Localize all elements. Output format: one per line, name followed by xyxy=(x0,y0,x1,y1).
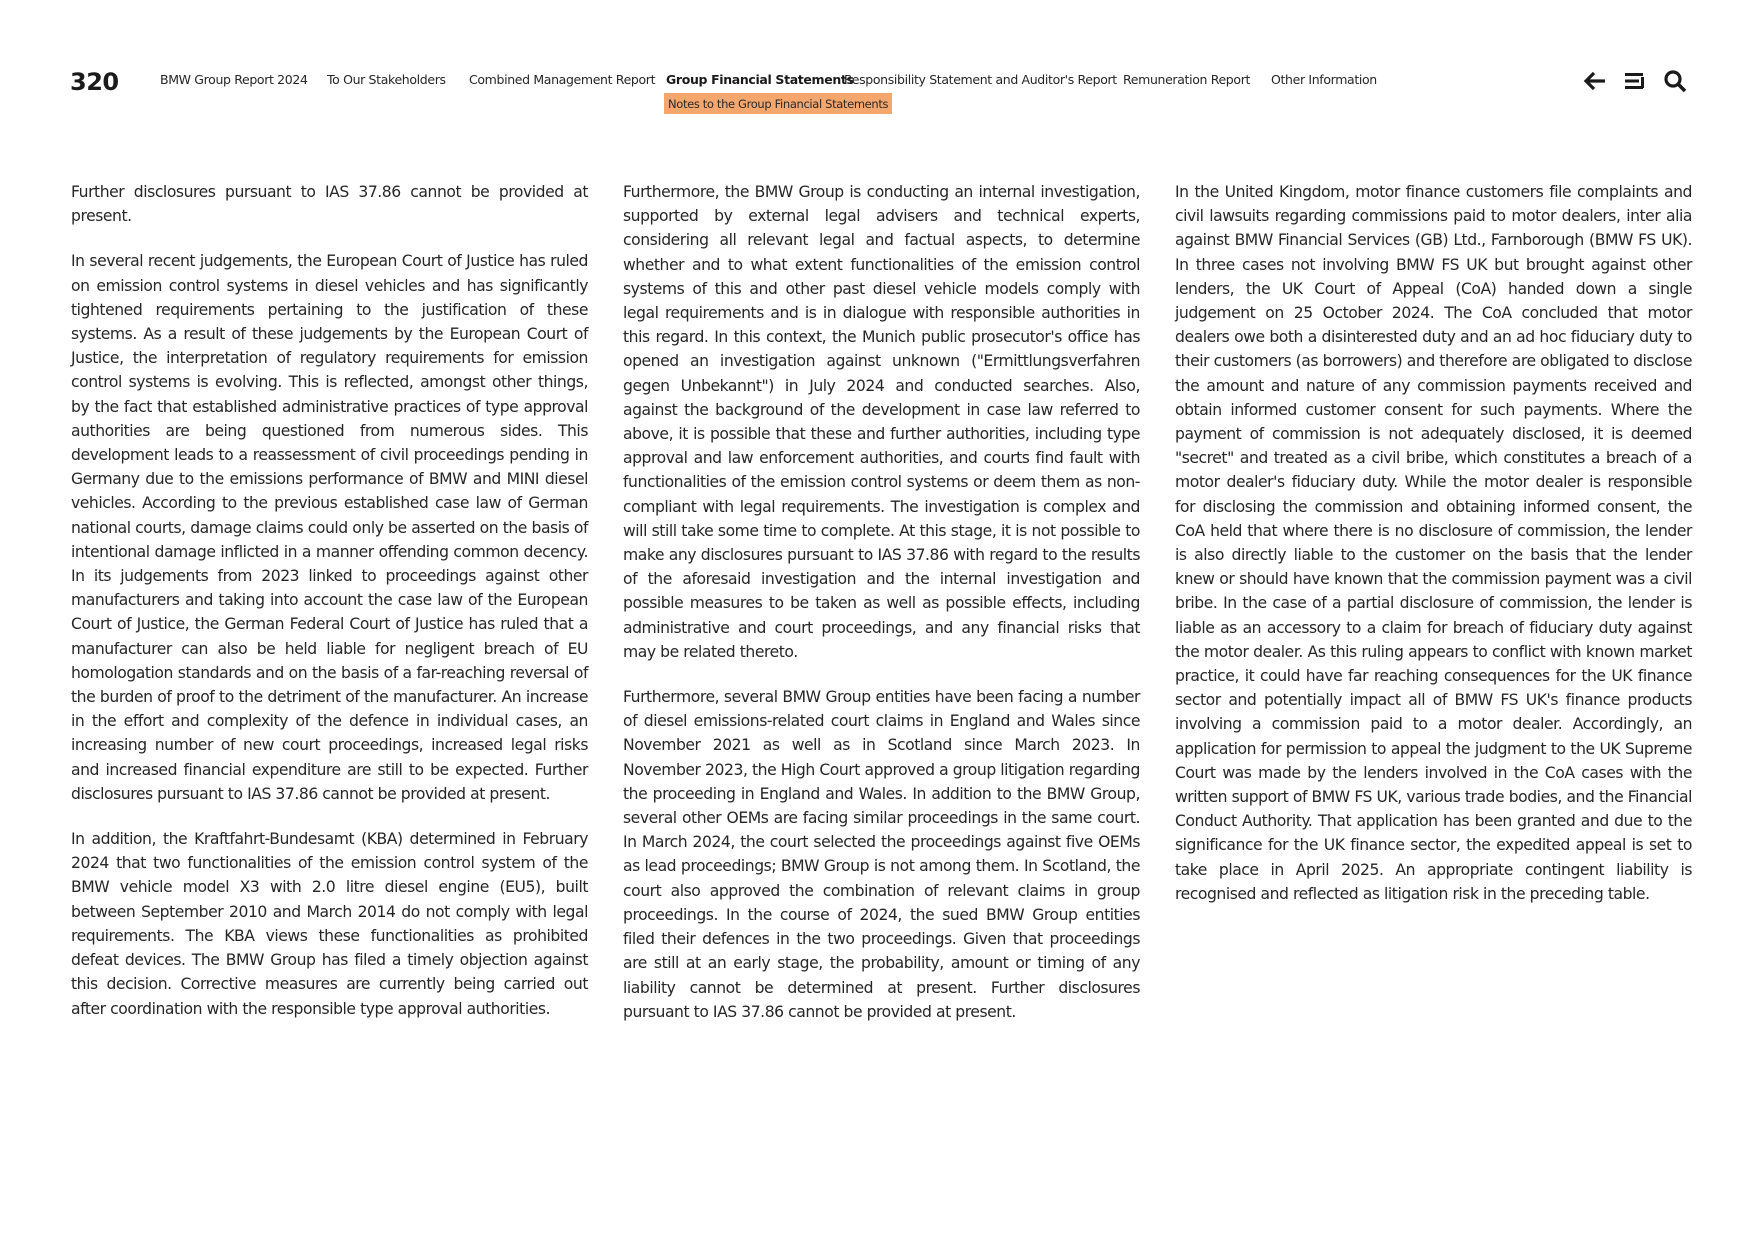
subnav-notes-to-group-financial-statements[interactable]: Notes to the Group Financial Statements xyxy=(664,93,892,114)
contents-menu-icon[interactable] xyxy=(1622,68,1648,94)
paragraph: Furthermore, several BMW Group entities have been facing a number of diesel emissions-related court claims in England and Wales since November 2021 as well as in Scotland since March 2023. In November 2023, the High Court approved a group litigation regarding the proceeding in England and Wales. In addition to the BMW Group, several other OEMs are facing similar proceedings in the same court. In March 2024, the court selected the proceedings against five OEMs as lead proceedings; BMW Group is not among them. In Scotland, the court also approved the combination of relevant claims in group proceedings. In the course of 2024, the sued BMW Group entities filed their defences in the two proceedings. Given that proceedings are still at an early stage, the probability, amount or timing of any liability cannot be determined at present. Further disclosures pursuant to IAS 37.86 cannot be provided at present. xyxy=(623,688,1140,1021)
back-arrow-icon[interactable] xyxy=(1582,68,1608,94)
nav-responsibility-statement[interactable]: Responsibility Statement and Auditor's Report xyxy=(844,72,1117,87)
paragraph: Further disclosures pursuant to IAS 37.86 cannot be provided at present. xyxy=(71,183,588,226)
text-column-right xyxy=(1175,180,1692,927)
paragraph: In addition, the Kraftfahrt-Bundesamt (KBA) determined in February 2024 that two functionalities of the emission control system of the BMW vehicle model X3 with 2.0 litre diesel engine (EU5), built between September 2010 and March 2014 do not comply with legal requirements. The KBA views these functionalities as prohibited defeat devices. The BMW Group has filed a timely objection against this decision. Corrective measures are currently being carried out after coordination with the responsible type approval authorities. xyxy=(71,830,588,1018)
paragraph: In several recent judgements, the European Court of Justice has ruled on emission control systems in diesel vehicles and has significantly tightened requirements pertaining to the justification of these systems. As a result of these judgements by the European Court of Justice, the interpretation of regulatory requirements for emission control systems is evolving. This is reflected, amongst other things, by the fact that established administrative practices of type approval authorities are being questioned from numerous sides. This development leads to a reassessment of civil proceedings pending in Germany due to the emissions performance of BMW and MINI diesel vehicles. According to the previous established case law of German national courts, damage claims could only be asserted on the basis of intentional damage inflicted in a manner offending common decency. In its judgements from 2023 linked to proceedings against other manufacturers and taking into account the case law of the European Court of Justice, the German Federal Court of Justice has ruled that a manufacturer can also be held liable for negligent breach of EU homologation standards and on the basis of a far-reaching reversal of the burden of proof to the detriment of the manufacturer. An increase in the effort and complexity of the defence in individual cases, an increasing number of new court proceedings, increased legal risks and increased financial expenditure are still to be expected. Further disclosures pursuant to IAS 37.86 cannot be provided at present. xyxy=(71,252,588,803)
nav-to-our-stakeholders[interactable]: To Our Stakeholders xyxy=(327,72,446,87)
page-number: 320 xyxy=(70,68,119,96)
nav-other-information[interactable]: Other Information xyxy=(1271,72,1377,87)
nav-group-financial-statements[interactable]: Group Financial Statements xyxy=(666,72,854,87)
top-navigation xyxy=(160,72,1380,92)
search-icon[interactable] xyxy=(1662,68,1688,94)
nav-bmw-group-report[interactable]: BMW Group Report 2024 xyxy=(160,72,308,87)
text-column-middle xyxy=(623,180,1140,1045)
text-column-left xyxy=(71,180,588,1042)
nav-combined-management-report[interactable]: Combined Management Report xyxy=(469,72,656,87)
nav-remuneration-report[interactable]: Remuneration Report xyxy=(1123,72,1251,87)
header-tools xyxy=(1582,68,1692,96)
paragraph: Furthermore, the BMW Group is conducting an internal investigation, supported by external legal advisers and technical experts, considering all relevant legal and factual aspects, to determine whether and to what extent functionalities of the emission control systems of this and other past diesel vehicle models comply with legal requirements and is in dialogue with responsible authorities in this regard. In this context, the Munich public prosecutor's office has opened an investigation against unknown ("Ermittlungsverfahren gegen Unbekannt") in July 2024 and conducted searches. Also, against the background of the development in case law referred to above, it is possible that these and further authorities, including type approval and law enforcement authorities, and courts find fault with functionalities of the emission control systems or deem them as non-compliant with legal requirements. The investigation is complex and will still take some time to complete. At this stage, it is not possible to make any disclosures pursuant to IAS 37.86 with regard to the results of the aforesaid investigation and the internal investigation and possible measures to be taken as well as possible effects, including administrative and court proceedings, and any financial risks that may be related thereto. xyxy=(623,183,1140,661)
paragraph: In the United Kingdom, motor finance customers file complaints and civil lawsuits regarding commissions paid to motor dealers, inter alia against BMW Financial Services (GB) Ltd., Farnborough (BMW FS UK). In three cases not involving BMW FS UK but brought against other lenders, the UK Court of Appeal (CoA) handed down a single judgement on 25 October 2024. The CoA concluded that motor dealers owe both a disinterested duty and an ad hoc fiduciary duty to their customers (as borrowers) and therefore are obligated to disclose the amount and nature of any commission payments received and obtain informed customer consent for such payments. Where the payment of commission is not adequately disclosed, it is deemed "secret" and treated as a civil bribe, which constitutes a breach of a motor dealer's fiduciary duty. While the motor dealer is responsible for disclosing the commission and obtaining informed consent, the CoA held that where there is no disclosure of commission, the lender is also directly liable to the customer on the basis that the lender knew or should have known that the commission payment was a civil bribe. In the case of a partial disclosure of commission, the lender is liable as an accessory to a claim for breach of fiduciary duty against the motor dealer. As this ruling appears to conflict with known market practice, it could have far reaching consequences for the UK finance sector and potentially impact all of BMW FS UK's finance products involving a commission paid to a motor dealer. Accordingly, an application for permission to appeal the judgment to the UK Supreme Court was made by the lenders involved in the CoA cases with the written support of BMW FS UK, various trade bodies, and the Financial Conduct Authority. That application has been granted and due to the significance for the UK finance sector, the expedited appeal is set to take place in April 2025. An appropriate contingent liability is recognised and reflected as litigation risk in the preceding table. xyxy=(1175,183,1692,903)
